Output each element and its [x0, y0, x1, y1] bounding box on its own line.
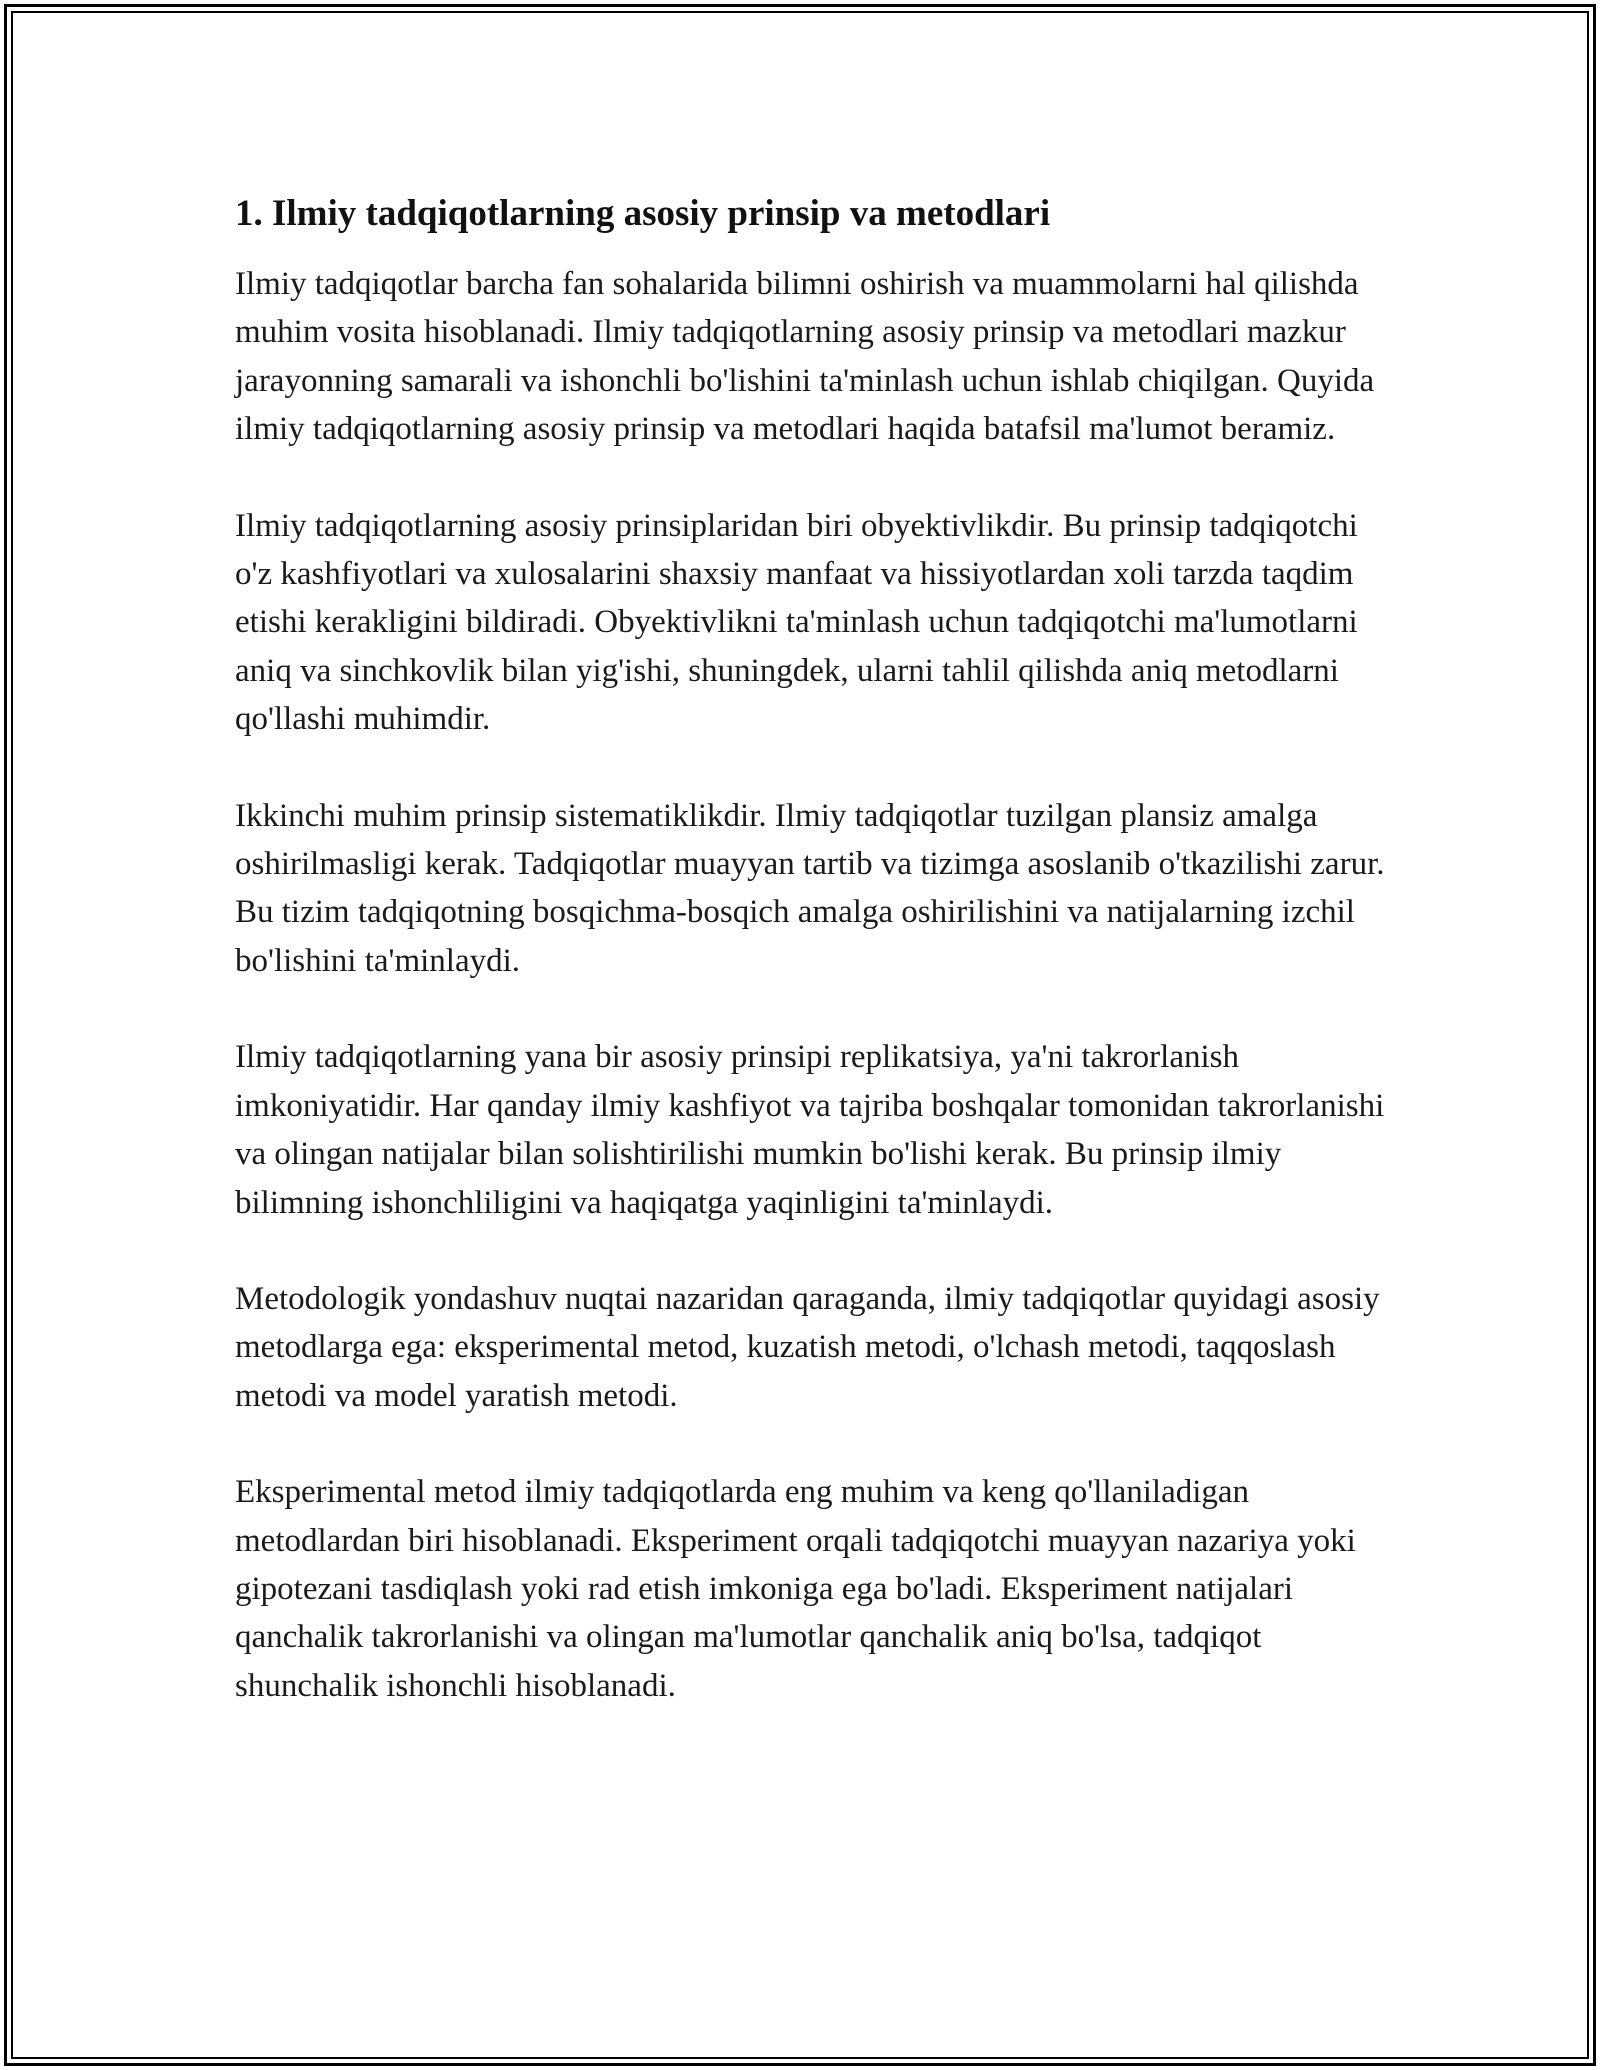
paragraph-replication: Ilmiy tadqiqotlarning yana bir asosiy prinsipi replikatsiya, ya'ni takrorlanish imkoniyatidir. Har qanday ilmiy kashfiyot va tajriba boshqalar tomonidan takrorlanishi va olingan natijalar bilan solishtirilishi mumkin bo'lishi kerak. Bu prinsip ilmiy bilimning ishonchliligini va haqiqatga yaqinligini ta'minlaydi. — [235, 1039, 1385, 1221]
paragraph-methods-overview: Metodologik yondashuv nuqtai nazaridan qaraganda, ilmiy tadqiqotlar quyidagi asosiy metodlarga ega: eksperimental metod, kuzatish metodi, o'lchash metodi, taqqoslash metodi va model yaratish metodi. — [235, 1280, 1380, 1414]
paragraph-experimental-method: Eksperimental metod ilmiy tadqiqotlarda eng muhim va keng qo'llaniladigan metodlardan biri hisoblanadi. Eksperiment orqali tadqiqotchi muayyan nazariya yoki gipotezani tasdiqlash yoki rad etish imkoniga ega bo'ladi. Eksperiment natijalari qanchalik takrorlanishi va olingan ma'lumotlar qanchalik aniq bo'lsa, tadqiqot shunchalik ishonchli hisoblanadi. — [235, 1474, 1356, 1704]
paragraph-objectivity: Ilmiy tadqiqotlarning asosiy prinsiplaridan biri obyektivlikdir. Bu prinsip tadqiqotchi o'z kashfiyotlari va xulosalarini shaxsiy manfaat va hissiyotlardan xoli tarzda taqdim etishi kerakligini bildiradi. Obyektivlikni ta'minlash uchun tadqiqotchi ma'lumotlarni aniq va sinchkovlik bilan yig'ishi, shuningdek, ularni tahlil qilishda aniq metodlarni qo'llashi muhimdir. — [235, 507, 1358, 738]
paragraph-systematicity: Ikkinchi muhim prinsip sistematiklikdir. Ilmiy tadqiqotlar tuzilgan plansiz amalga oshirilmasligi kerak. Tadqiqotlar muayyan tartib va tizimga asoslanib o'tkazilishi zarur. Bu tizim tadqiqotning bosqichma-bosqich amalga oshirilishini va natijalarning izchil bo'lishini ta'minlaydi. — [235, 797, 1385, 979]
document-body — [235, 186, 1385, 1710]
paragraph-introduction: Ilmiy tadqiqotlar barcha fan sohalarida bilimni oshirish va muammolarni hal qilishda muhim vosita hisoblanadi. Ilmiy tadqiqotlarning asosiy prinsip va metodlari mazkur jarayonning samarali va ishonchli bo'lishini ta'minlash uchun ishlab chiqilgan. Quyida ilmiy tadqiqotlarning asosiy prinsip va metodlari haqida batafsil ma'lumot beramiz. — [235, 266, 1375, 448]
section-title: 1. Ilmiy tadqiqotlarning asosiy prinsip va metodlari — [235, 193, 1051, 234]
